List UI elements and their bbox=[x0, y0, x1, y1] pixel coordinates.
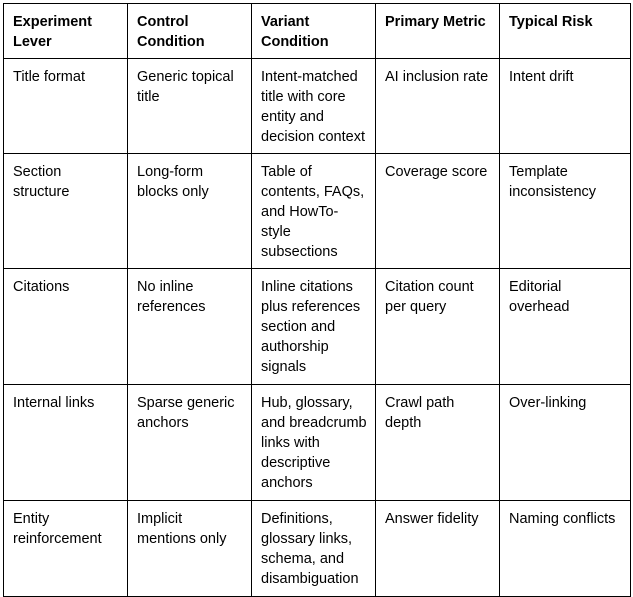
experiment-table-container bbox=[3, 3, 631, 597]
cell-control-condition: Long-form blocks only bbox=[128, 154, 252, 269]
cell-variant-condition: Table of contents, FAQs, and HowTo-style subsections bbox=[252, 154, 376, 269]
cell-variant-condition: Hub, glossary, and breadcrumb links with descriptive anchors bbox=[252, 385, 376, 501]
cell-primary-metric: AI inclusion rate bbox=[376, 59, 500, 154]
cell-variant-condition: Definitions, glossary links, schema, and disambiguation bbox=[252, 501, 376, 597]
cell-control-condition: Generic topical title bbox=[128, 59, 252, 154]
cell-experiment-lever: Section structure bbox=[4, 154, 128, 269]
table-row bbox=[4, 385, 631, 501]
table-row bbox=[4, 59, 631, 154]
cell-typical-risk: Naming conflicts bbox=[500, 501, 631, 597]
cell-control-condition: Implicit mentions only bbox=[128, 501, 252, 597]
cell-variant-condition: Intent-matched title with core entity and decision context bbox=[252, 59, 376, 154]
header-experiment-lever: Experiment Lever bbox=[4, 4, 128, 59]
cell-primary-metric: Crawl path depth bbox=[376, 385, 500, 501]
cell-experiment-lever: Internal links bbox=[4, 385, 128, 501]
table-row bbox=[4, 269, 631, 385]
cell-variant-condition: Inline citations plus references section and authorship signals bbox=[252, 269, 376, 385]
cell-experiment-lever: Entity reinforcement bbox=[4, 501, 128, 597]
cell-control-condition: No inline references bbox=[128, 269, 252, 385]
header-control-condition: Control Condition bbox=[128, 4, 252, 59]
experiment-table bbox=[3, 3, 631, 597]
cell-primary-metric: Citation count per query bbox=[376, 269, 500, 385]
cell-control-condition: Sparse generic anchors bbox=[128, 385, 252, 501]
cell-typical-risk: Template inconsistency bbox=[500, 154, 631, 269]
header-row bbox=[4, 4, 631, 59]
cell-typical-risk: Over-linking bbox=[500, 385, 631, 501]
cell-primary-metric: Answer fidelity bbox=[376, 501, 500, 597]
header-variant-condition: Variant Condition bbox=[252, 4, 376, 59]
cell-experiment-lever: Title format bbox=[4, 59, 128, 154]
header-typical-risk: Typical Risk bbox=[500, 4, 631, 59]
table-row bbox=[4, 501, 631, 597]
header-primary-metric: Primary Metric bbox=[376, 4, 500, 59]
table-row bbox=[4, 154, 631, 269]
cell-typical-risk: Intent drift bbox=[500, 59, 631, 154]
cell-primary-metric: Coverage score bbox=[376, 154, 500, 269]
cell-typical-risk: Editorial overhead bbox=[500, 269, 631, 385]
cell-experiment-lever: Citations bbox=[4, 269, 128, 385]
